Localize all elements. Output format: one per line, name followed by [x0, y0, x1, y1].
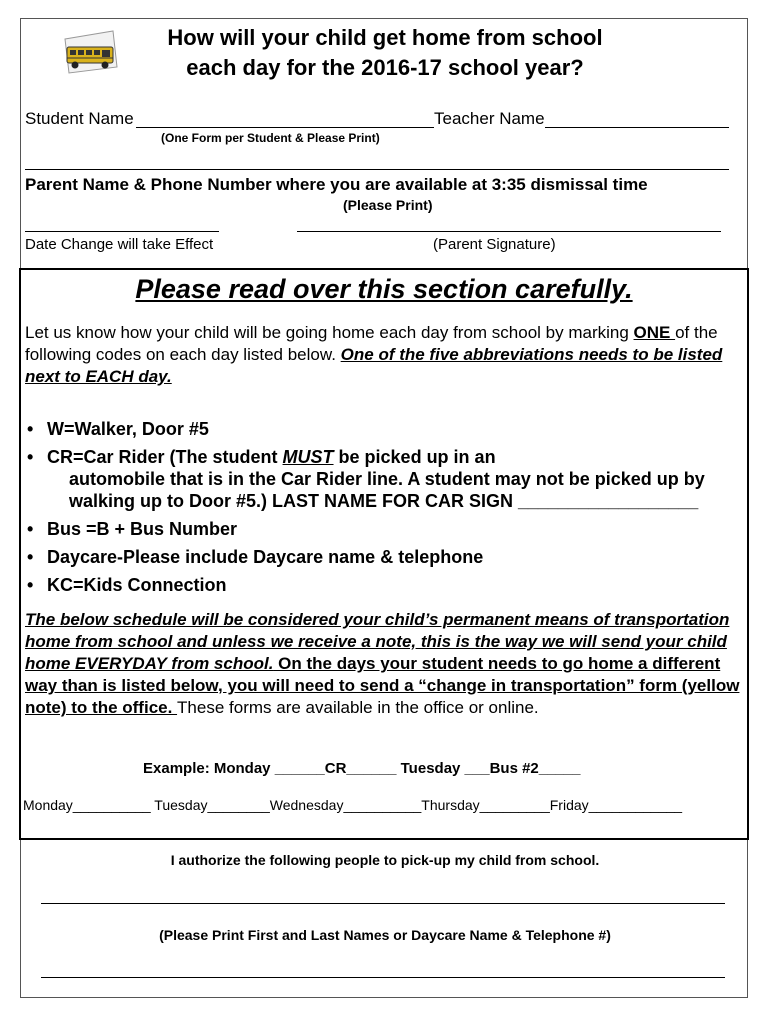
authorized-names-field-2[interactable] [41, 977, 725, 978]
please-print-note: (Please Print) [343, 197, 433, 213]
schedule-emphasis: The below schedule will be considered your child’s permanent means of transportation home from school and unless we receive a note, this is the way we will send your child home EVERYDAY from school. [25, 610, 730, 673]
list-item [25, 518, 741, 540]
weekday-schedule-line[interactable]: Monday__________ Tuesday________Wednesday__________Thursday_________Friday____________ [23, 797, 683, 813]
teacher-name-label: Teacher Name [434, 109, 545, 128]
form-page [20, 18, 748, 998]
list-item [25, 418, 741, 440]
intro-one: ONE [633, 323, 676, 342]
parent-name-field[interactable] [25, 169, 729, 170]
intro-text-2: of the following codes on each day listed below. [25, 323, 718, 364]
student-name-label: Student Name [25, 109, 134, 128]
one-form-note: (One Form per Student & Please Print) [161, 131, 380, 145]
list-item [25, 574, 741, 596]
section-heading: Please read over this section carefully. [135, 274, 633, 304]
parent-signature-label: (Parent Signature) [433, 236, 556, 253]
title-line-1: How will your child get home from school [167, 25, 603, 50]
car-rider-line-2: automobile that is in the Car Rider line. A student may not be picked up by [69, 469, 705, 489]
list-item [25, 446, 741, 512]
schedule-paragraph [25, 609, 741, 719]
date-change-label: Date Change will take Effect [25, 236, 214, 253]
authorized-names-field-1[interactable] [41, 903, 725, 904]
instructions-box [19, 268, 749, 840]
kids-connection-code: KC=Kids Connection [47, 575, 227, 595]
bus-code: Bus =B + Bus Number [47, 519, 238, 539]
daycare-code: Daycare-Please include Daycare name & telephone [47, 547, 484, 567]
title-line-2: each day for the 2016-17 school year? [186, 55, 584, 80]
intro-text-1: Let us know how your child will be going home each day from school by marking [25, 323, 634, 342]
transport-codes-list [25, 418, 741, 602]
date-change-field[interactable] [25, 231, 219, 232]
authorize-text: I authorize the following people to pick-up my child from school. [170, 852, 600, 868]
car-rider-code: CR=Car Rider (The student [47, 447, 283, 467]
intro-paragraph [25, 322, 741, 388]
teacher-name-field[interactable] [545, 127, 729, 128]
parent-name-label: Parent Name & Phone Number where you are available at 3:35 dismissal time [25, 175, 648, 194]
parent-signature-field[interactable] [297, 231, 721, 232]
must-emphasis: MUST [282, 447, 334, 467]
list-item [25, 546, 741, 568]
intro-emphasis: One of the five abbreviations needs to be listed next to EACH day. [25, 345, 723, 386]
car-rider-code-2: be picked up in an [333, 447, 496, 467]
example-line: Example: Monday ______CR______ Tuesday ___Bus #2_____ [143, 760, 581, 777]
schedule-plain: These forms are available in the office or online. [177, 698, 539, 717]
student-name-field[interactable] [136, 127, 434, 128]
authorize-names-note: (Please Print First and Last Names or Daycare Name & Telephone #) [159, 927, 611, 943]
car-rider-line-3: walking up to Door #5.) LAST NAME FOR CAR SIGN __________________ [69, 491, 699, 511]
walker-code: W=Walker, Door #5 [47, 419, 209, 439]
schedule-bold: On the days your student needs to go home a different way than is listed below, you will need to send a “change in transportation” form (yellow note) to the office. [25, 654, 740, 717]
